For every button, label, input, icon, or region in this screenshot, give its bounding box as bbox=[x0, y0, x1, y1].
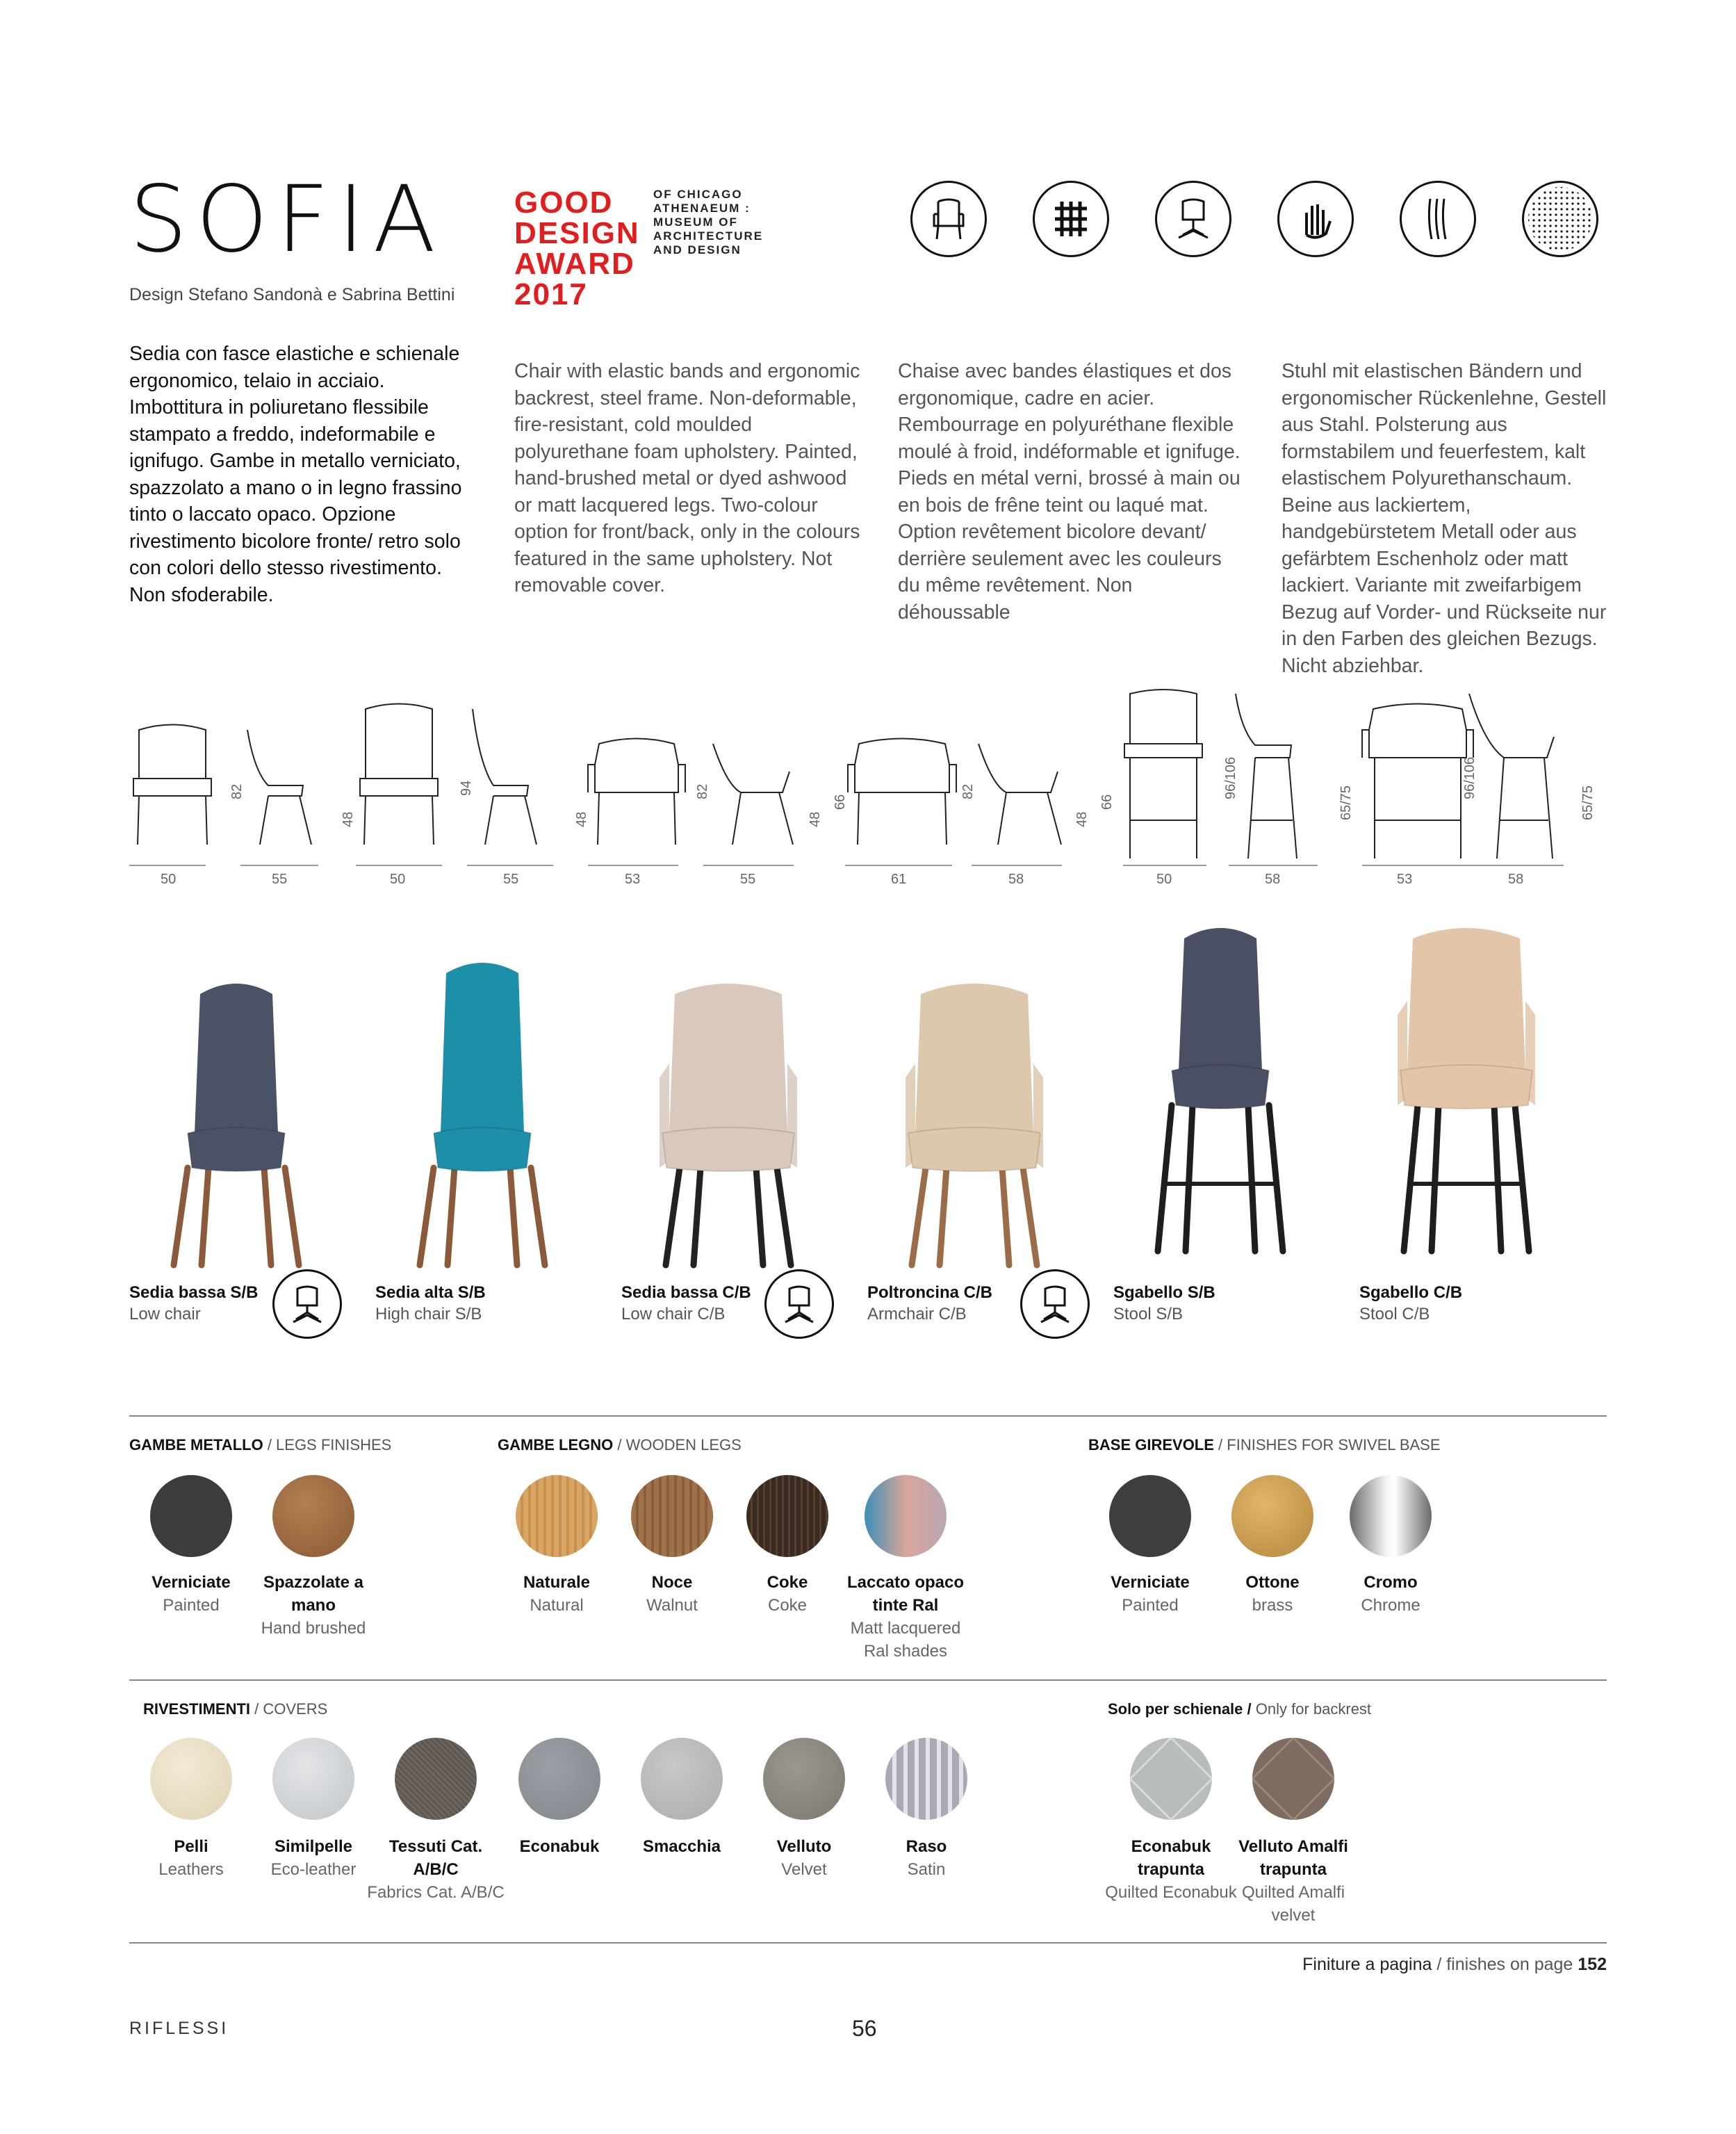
chair-leg bbox=[1432, 1105, 1439, 1251]
height-label: 82 bbox=[229, 783, 245, 799]
product-photos bbox=[104, 904, 1633, 1279]
product-label-high-chair-sb: Sedia alta S/B High chair S/B bbox=[375, 1283, 486, 1323]
chair-leg bbox=[285, 1168, 299, 1265]
width-label: 58 bbox=[1508, 872, 1524, 887]
product-photos-svg bbox=[104, 904, 1633, 1279]
chair-leg bbox=[666, 1168, 680, 1265]
description-french: Chaise avec bandes élastiques et dos ergonomique, cadre en acier. Rembourrage en polyuréthane flexible moulé à froid, indéformable et ignifuge. Pieds en métal verni, brossé à main ou en bois de frêne teint ou laqué mat. Option revêtement bicolore devant/ derrière seulement avec les couleurs du même revêtement. Non déhoussable bbox=[898, 360, 1240, 624]
hand-brushed-icon bbox=[1277, 181, 1354, 257]
height-label: 65/75 bbox=[1580, 785, 1596, 820]
ashwood-icon bbox=[1400, 181, 1476, 257]
chair-backrest bbox=[1179, 928, 1262, 1070]
width-label: 53 bbox=[625, 872, 641, 887]
product-title: SOFIA bbox=[129, 166, 444, 273]
dim-line bbox=[1123, 865, 1206, 866]
height-label: 66 bbox=[833, 794, 848, 810]
designer-credit: Design Stefano Sandonà e Sabrina Bettini bbox=[129, 285, 455, 304]
chair-seat bbox=[908, 1127, 1040, 1171]
divider bbox=[129, 1942, 1607, 1944]
dim-line bbox=[588, 865, 678, 866]
brand-footer: RIFLESSI bbox=[129, 2019, 229, 2038]
chair-seat bbox=[1172, 1065, 1269, 1109]
swatch-label: Laccato opaco tinte Ral Matt lacquered Ral shades bbox=[846, 1573, 965, 1661]
swatch-quilted-econabuk[interactable] bbox=[1130, 1738, 1212, 1820]
chair-leg bbox=[912, 1168, 926, 1265]
armchair-icon bbox=[910, 181, 987, 257]
divider bbox=[129, 1415, 1607, 1417]
height-label: 48 bbox=[574, 811, 589, 827]
product-label-low-chair-sb: Sedia bassa S/B Low chair bbox=[129, 1283, 259, 1323]
swatch-label: Cromo Chrome bbox=[1361, 1573, 1420, 1615]
height-label: 82 bbox=[960, 783, 976, 799]
chair-seat bbox=[662, 1127, 794, 1171]
product-label-stool-cb: Sgabello C/B Stool C/B bbox=[1359, 1283, 1463, 1323]
swatch-leather[interactable] bbox=[150, 1738, 232, 1820]
description-italian: Sedia con fasce elastiche e schienale ergonomico, telaio in acciaio. Imbottitura in poliuretano flessibile stampato a freddo, indeformabile e ignifugo. Gambe in metallo verniciato, spazzolato a mano o in legno frassino tinto o laccato opaco. Opzione rivestimento bicolore fronte/ retro solo con colori dello stesso rivestimento. Non sfoderabile. bbox=[129, 343, 462, 606]
award-line: DESIGN bbox=[514, 216, 640, 250]
award-line: AWARD bbox=[514, 247, 635, 281]
swatch-walnut[interactable] bbox=[631, 1475, 713, 1557]
height-label: 48 bbox=[341, 811, 356, 827]
swatch-label: Raso Satin bbox=[906, 1837, 947, 1879]
swatch-label: Noce Walnut bbox=[646, 1573, 698, 1615]
chair-leg bbox=[531, 1168, 545, 1265]
section-head-metal-legs: GAMBE METALLO / LEGS FINISHES bbox=[129, 1436, 392, 1453]
swatch-label: Spazzolate a mano Hand brushed bbox=[261, 1573, 366, 1638]
swatch-painted-base[interactable] bbox=[1109, 1475, 1191, 1557]
product-label-armchair-cb: Poltroncina C/B Armchair C/B bbox=[867, 1283, 993, 1323]
height-label: 66 bbox=[1099, 794, 1115, 810]
chair-leg bbox=[940, 1168, 947, 1265]
dim-line bbox=[467, 865, 553, 866]
footrest bbox=[1412, 1182, 1521, 1186]
dim-line bbox=[1229, 865, 1318, 866]
dim-line bbox=[1466, 865, 1564, 866]
dim-line bbox=[972, 865, 1062, 866]
swivel-chair-icon bbox=[1155, 181, 1231, 257]
swatch-label: Econabuk bbox=[519, 1837, 600, 1856]
height-label: 65/75 bbox=[1338, 785, 1354, 820]
chair-seat bbox=[188, 1127, 285, 1171]
swatch-label: Velluto Velvet bbox=[776, 1837, 832, 1879]
swatch-fabric[interactable] bbox=[395, 1738, 477, 1820]
chair-leg bbox=[174, 1168, 188, 1265]
width-label: 55 bbox=[272, 872, 288, 887]
width-label: 50 bbox=[161, 872, 177, 887]
width-label: 53 bbox=[1397, 872, 1413, 887]
description-english: Chair with elastic bands and ergonomic backrest, steel frame. Non-deformable, fire-resistant, cold moulded polyurethane foam upholstery. Painted, hand-brushed metal or dyed ashwood or matt lacquered legs. Two-colour option for front/back, only in the colours featured in the same upholstery. Not removable cover. bbox=[514, 360, 860, 596]
swatch-label: Pelli Leathers bbox=[158, 1837, 224, 1879]
swatch-label: Coke Coke bbox=[767, 1573, 808, 1615]
chair-leg bbox=[1404, 1105, 1418, 1251]
swatch-quilted-amalfi[interactable] bbox=[1252, 1738, 1334, 1820]
chair-leg bbox=[264, 1168, 271, 1265]
chair-leg bbox=[448, 1168, 455, 1265]
chair-leg bbox=[420, 1168, 434, 1265]
chair-seat bbox=[1400, 1065, 1532, 1109]
height-label: 48 bbox=[808, 811, 823, 827]
chair-leg bbox=[694, 1168, 701, 1265]
swatch-chrome[interactable] bbox=[1350, 1475, 1432, 1557]
award-year: 2017 bbox=[514, 277, 588, 311]
good-design-award-logo bbox=[514, 188, 640, 310]
swatch-hand-brushed[interactable] bbox=[272, 1475, 354, 1557]
section-head-swivel-base: BASE GIREVOLE / FINISHES FOR SWIVEL BASE bbox=[1088, 1436, 1441, 1453]
swivel-base-icon bbox=[764, 1269, 834, 1339]
chair-leg bbox=[1023, 1168, 1037, 1265]
swatch-label: Verniciate Painted bbox=[1111, 1573, 1190, 1615]
swatch-natural-wood[interactable] bbox=[516, 1475, 598, 1557]
swatch-econabuk[interactable] bbox=[518, 1738, 600, 1820]
swivel-base-icon bbox=[272, 1269, 342, 1339]
chair-leg bbox=[756, 1168, 763, 1265]
swatch-label: Tessuti Cat. A/B/C Fabrics Cat. A/B/C bbox=[367, 1837, 505, 1902]
section-head-wooden-legs: GAMBE LEGNO / WOODEN LEGS bbox=[498, 1436, 742, 1453]
chair-leg bbox=[1002, 1168, 1009, 1265]
dim-line bbox=[703, 865, 794, 866]
height-label: 94 bbox=[459, 780, 474, 796]
chair-leg bbox=[1248, 1105, 1255, 1251]
chair-backrest bbox=[915, 984, 1033, 1133]
chair-leg bbox=[1494, 1105, 1501, 1251]
swatch-label: Velluto Amalfi trapunta Quilted Amalfi velvet bbox=[1238, 1837, 1348, 1925]
divider bbox=[129, 1679, 1607, 1681]
width-label: 58 bbox=[1265, 872, 1281, 887]
width-label: 55 bbox=[740, 872, 756, 887]
section-head-backrest-only: Solo per schienale / Only for backrest bbox=[1108, 1700, 1372, 1718]
swatch-label: Verniciate Painted bbox=[152, 1573, 231, 1615]
swatch-label: Econabuk trapunta Quilted Econabuk bbox=[1105, 1837, 1237, 1902]
width-label: 55 bbox=[503, 872, 519, 887]
product-label-stool-sb: Sgabello S/B Stool S/B bbox=[1113, 1283, 1215, 1323]
award-issuer: OF CHICAGO ATHENAEUM : MUSEUM OF ARCHITECTURE AND DESIGN bbox=[653, 188, 764, 256]
swatch-satin[interactable] bbox=[885, 1738, 967, 1820]
swatch-eco-leather[interactable] bbox=[272, 1738, 354, 1820]
chair-leg bbox=[510, 1168, 517, 1265]
swatch-label: Naturale Natural bbox=[523, 1573, 591, 1615]
dim-line bbox=[845, 865, 952, 866]
height-label: 96/106 bbox=[1462, 756, 1477, 799]
foam-texture-icon bbox=[1522, 181, 1598, 257]
width-label: 61 bbox=[891, 872, 907, 887]
swatch-painted-metal[interactable] bbox=[150, 1475, 232, 1557]
swatch-smacchia[interactable] bbox=[641, 1738, 723, 1820]
chair-backrest bbox=[195, 984, 278, 1133]
section-head-covers: RIVESTIMENTI / COVERS bbox=[143, 1700, 328, 1718]
chair-leg bbox=[202, 1168, 208, 1265]
swatch-brass[interactable] bbox=[1231, 1475, 1313, 1557]
height-label: 48 bbox=[1074, 811, 1090, 827]
swatch-label: Ottone brass bbox=[1245, 1573, 1300, 1615]
chair-backrest bbox=[669, 984, 787, 1133]
chair-leg bbox=[1158, 1105, 1172, 1251]
width-label: 50 bbox=[1156, 872, 1172, 887]
height-label: 96/106 bbox=[1223, 756, 1238, 799]
chair-leg bbox=[1515, 1105, 1529, 1251]
swatch-coke[interactable] bbox=[746, 1475, 828, 1557]
chair-leg bbox=[1186, 1105, 1193, 1251]
swatch-velvet[interactable] bbox=[763, 1738, 845, 1820]
description-german: Stuhl mit elastischen Bändern und ergonomischer Rückenlehne, Gestell aus Stahl. Polsterung aus formstabilem und feuerfestem, kalt elastischem Polyurethanschaum. Beine aus lackiertem, handgebürstetem Metall oder aus gefärbtem Eschenholz oder matt lackiert. Variante mit zweifarbigem Bezug auf Vorder- und Rückseite nur in den Farben des gleichen Bezugs. Nicht abziehbar. bbox=[1281, 360, 1607, 677]
footrest bbox=[1166, 1182, 1275, 1186]
award-line: GOOD bbox=[514, 186, 614, 220]
width-label: 58 bbox=[1008, 872, 1024, 887]
dim-line bbox=[129, 865, 206, 866]
swatch-label: Smacchia bbox=[642, 1837, 721, 1856]
dim-line bbox=[356, 865, 442, 866]
chair-seat bbox=[434, 1127, 531, 1171]
swatch-label: Similpelle Eco-leather bbox=[270, 1837, 357, 1879]
chair-backrest bbox=[1407, 928, 1525, 1070]
chair-leg bbox=[777, 1168, 791, 1265]
finishes-page-note: Finiture a pagina / finishes on page 152 bbox=[1302, 1955, 1607, 1974]
chair-leg bbox=[1269, 1105, 1283, 1251]
chair-backrest bbox=[441, 963, 524, 1133]
elastic-weave-icon bbox=[1033, 181, 1109, 257]
swatch-matt-lacquered[interactable] bbox=[865, 1475, 947, 1557]
dim-line bbox=[1362, 865, 1466, 866]
page-number: 56 bbox=[852, 2016, 877, 2041]
dim-line bbox=[240, 865, 318, 866]
product-label-low-chair-cb: Sedia bassa C/B Low chair C/B bbox=[621, 1283, 751, 1323]
width-label: 50 bbox=[390, 872, 406, 887]
height-label: 82 bbox=[695, 783, 710, 799]
swivel-base-icon bbox=[1020, 1269, 1090, 1339]
